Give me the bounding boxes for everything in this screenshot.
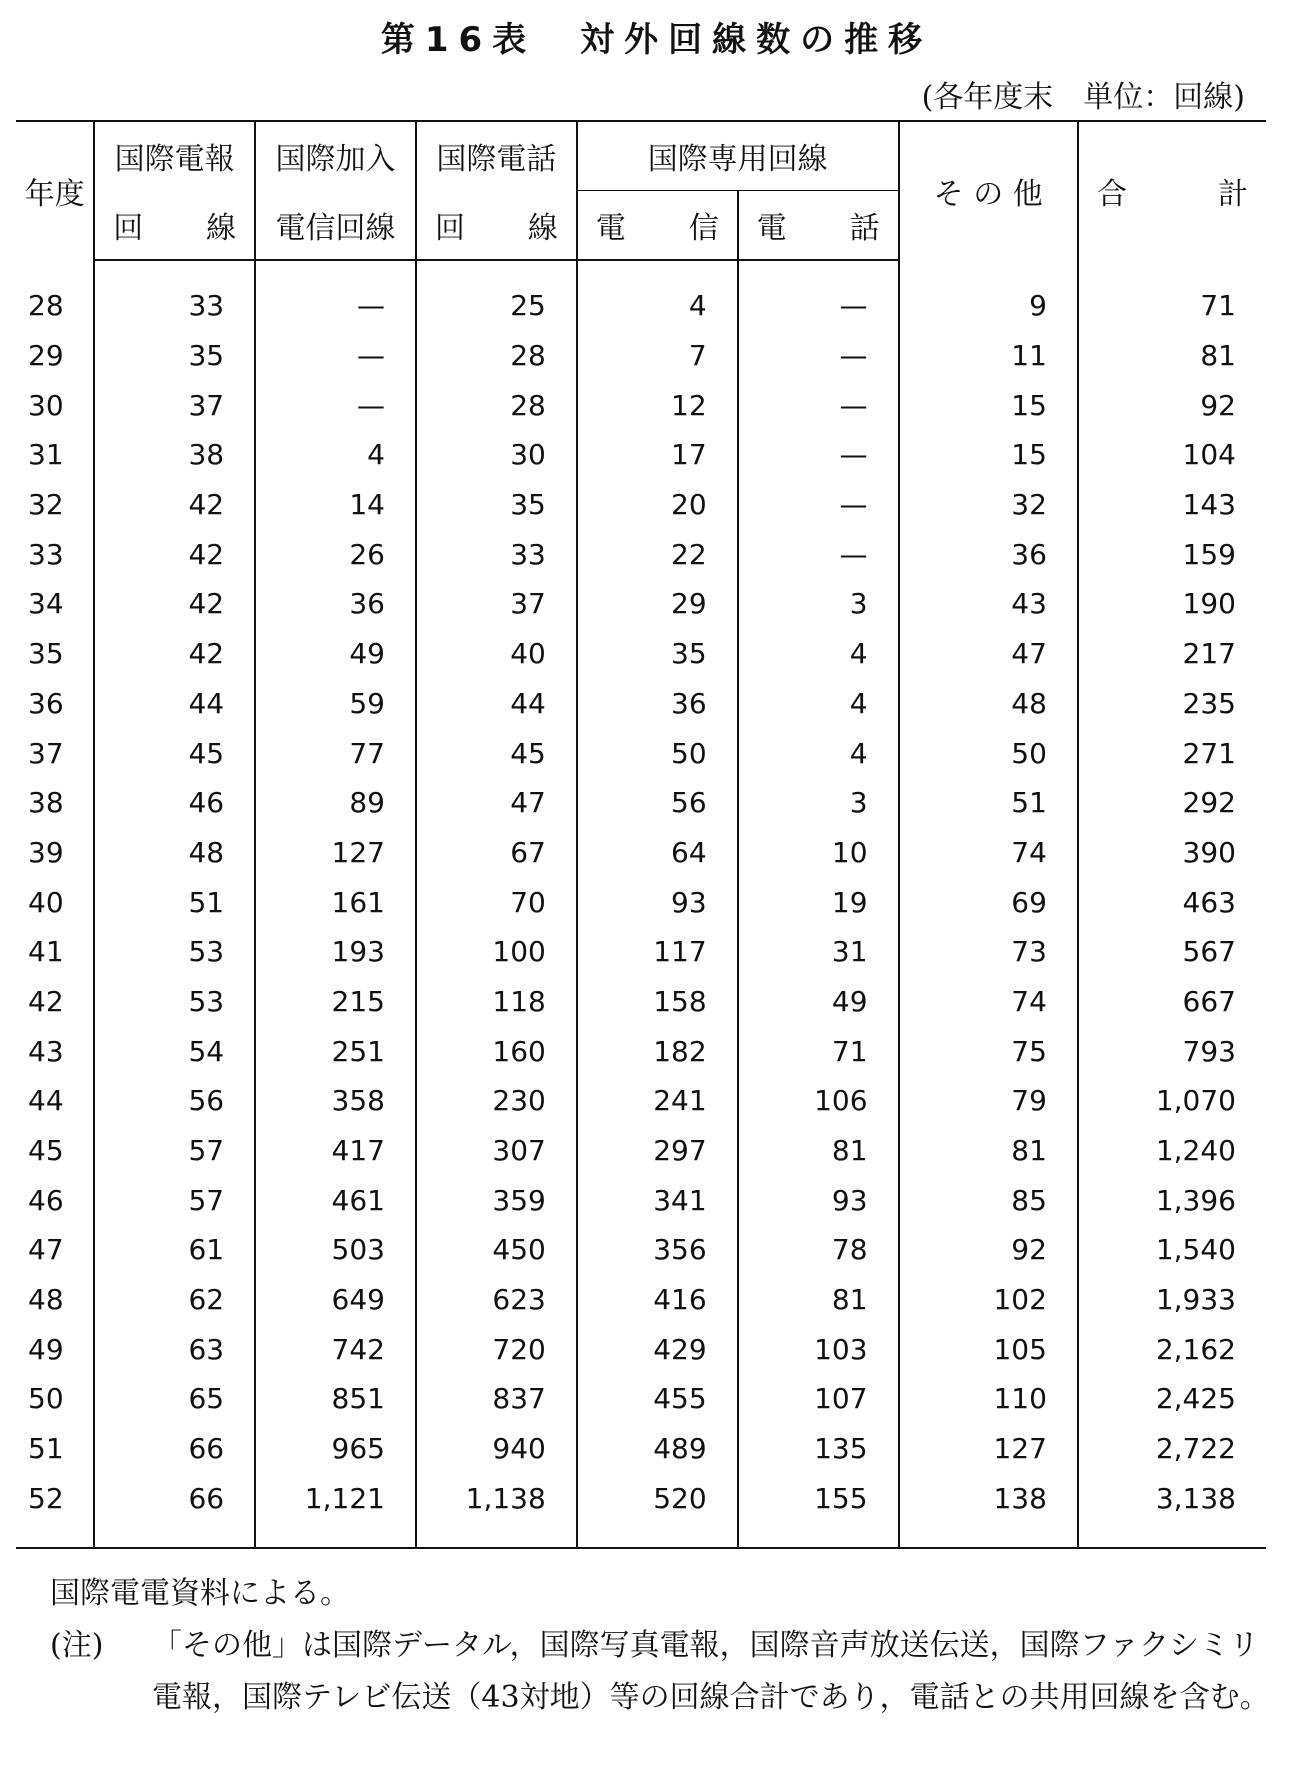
value-cell: 520	[577, 1474, 738, 1524]
value-cell: 42	[94, 629, 255, 679]
value-cell: 28	[416, 331, 577, 381]
value-cell: 217	[1078, 629, 1266, 679]
value-cell: 4	[738, 728, 899, 778]
header-telegraph: 電 信	[577, 191, 738, 261]
value-cell: 307	[416, 1126, 577, 1176]
value-cell: —	[738, 430, 899, 480]
value-cell: 81	[1078, 331, 1266, 381]
value-cell: 89	[255, 778, 416, 828]
year-cell: 32	[16, 480, 94, 530]
value-cell: 965	[255, 1424, 416, 1474]
notes-section	[50, 1568, 1270, 1724]
table-row	[16, 679, 1266, 729]
value-cell: 81	[738, 1126, 899, 1176]
value-cell: 37	[416, 579, 577, 629]
value-cell: 31	[738, 927, 899, 977]
value-cell: 455	[577, 1374, 738, 1424]
value-cell: 19	[738, 877, 899, 927]
value-cell: 36	[577, 679, 738, 729]
value-cell: 159	[1078, 529, 1266, 579]
value-cell: 47	[899, 629, 1078, 679]
value-cell: 15	[899, 380, 1078, 430]
year-cell: 33	[16, 529, 94, 579]
value-cell: 30	[416, 430, 577, 480]
value-cell: 50	[577, 728, 738, 778]
value-cell: 53	[94, 927, 255, 977]
table-row	[16, 828, 1266, 878]
value-cell: 649	[255, 1275, 416, 1325]
value-cell: 161	[255, 877, 416, 927]
value-cell: 42	[94, 529, 255, 579]
value-cell: 37	[94, 380, 255, 430]
value-cell: 182	[577, 1026, 738, 1076]
value-cell: 57	[94, 1175, 255, 1225]
value-cell: 104	[1078, 430, 1266, 480]
value-cell: 292	[1078, 778, 1266, 828]
year-cell: 28	[16, 281, 94, 331]
value-cell: 461	[255, 1175, 416, 1225]
value-cell: 720	[416, 1324, 577, 1374]
value-cell: 57	[94, 1126, 255, 1176]
year-cell: 38	[16, 778, 94, 828]
value-cell: 271	[1078, 728, 1266, 778]
value-cell: 940	[416, 1424, 577, 1474]
value-cell: 450	[416, 1225, 577, 1275]
value-cell: 230	[416, 1076, 577, 1126]
value-cell: 103	[738, 1324, 899, 1374]
header-col2-top: 国際加入	[255, 121, 416, 191]
table-row	[16, 281, 1266, 331]
table-row	[16, 1225, 1266, 1275]
value-cell: 33	[416, 529, 577, 579]
table-row	[16, 927, 1266, 977]
value-cell: 65	[94, 1374, 255, 1424]
table-row	[16, 331, 1266, 381]
table-row	[16, 579, 1266, 629]
value-cell: 3	[738, 778, 899, 828]
table-row	[16, 380, 1266, 430]
year-cell: 47	[16, 1225, 94, 1275]
value-cell: 59	[255, 679, 416, 729]
value-cell: 356	[577, 1225, 738, 1275]
table-row	[16, 1126, 1266, 1176]
value-cell: 851	[255, 1374, 416, 1424]
value-cell: 36	[255, 579, 416, 629]
value-cell: 215	[255, 977, 416, 1027]
value-cell: 77	[255, 728, 416, 778]
value-cell: —	[738, 331, 899, 381]
table-row	[16, 1175, 1266, 1225]
value-cell: 158	[577, 977, 738, 1027]
value-cell: 74	[899, 977, 1078, 1027]
value-cell: 160	[416, 1026, 577, 1076]
table-row	[16, 629, 1266, 679]
value-cell: 81	[738, 1275, 899, 1325]
value-cell: 341	[577, 1175, 738, 1225]
value-cell: 40	[416, 629, 577, 679]
value-cell: 45	[416, 728, 577, 778]
value-cell: 43	[899, 579, 1078, 629]
year-cell: 52	[16, 1474, 94, 1524]
value-cell: 46	[94, 778, 255, 828]
table-row	[16, 529, 1266, 579]
value-cell: 35	[416, 480, 577, 530]
value-cell: 70	[416, 877, 577, 927]
value-cell: 190	[1078, 579, 1266, 629]
value-cell: 127	[255, 828, 416, 878]
value-cell: 51	[94, 877, 255, 927]
value-cell: 14	[255, 480, 416, 530]
table-row	[16, 1374, 1266, 1424]
value-cell: 66	[94, 1474, 255, 1524]
value-cell: 49	[255, 629, 416, 679]
table-row	[16, 1424, 1266, 1474]
value-cell: 15	[899, 430, 1078, 480]
footnote-text: 「その他」は国際データル，国際写真電報，国際音声放送伝送，国際ファクシミリ電報，国際テレビ伝送（43対地）等の回線合計であり，電話との共用回線を含む。	[152, 1628, 1270, 1715]
value-cell: 1,396	[1078, 1175, 1266, 1225]
header-col3-bottom: 回 線	[416, 191, 577, 261]
year-cell: 30	[16, 380, 94, 430]
value-cell: 7	[577, 331, 738, 381]
value-cell: 22	[577, 529, 738, 579]
value-cell: 429	[577, 1324, 738, 1374]
value-cell: 359	[416, 1175, 577, 1225]
value-cell: 62	[94, 1275, 255, 1325]
value-cell: 110	[899, 1374, 1078, 1424]
value-cell: 93	[738, 1175, 899, 1225]
value-cell: 67	[416, 828, 577, 878]
value-cell: —	[255, 281, 416, 331]
value-cell: 35	[577, 629, 738, 679]
value-cell: 53	[94, 977, 255, 1027]
year-cell: 34	[16, 579, 94, 629]
value-cell: 61	[94, 1225, 255, 1275]
value-cell: 235	[1078, 679, 1266, 729]
header-col3-top: 国際電話	[416, 121, 577, 191]
table-row	[16, 430, 1266, 480]
value-cell: 143	[1078, 480, 1266, 530]
table-row	[16, 480, 1266, 530]
value-cell: 71	[1078, 281, 1266, 331]
value-cell: 2,162	[1078, 1324, 1266, 1374]
value-cell: 127	[899, 1424, 1078, 1474]
value-cell: 63	[94, 1324, 255, 1374]
year-cell: 51	[16, 1424, 94, 1474]
year-cell: 40	[16, 877, 94, 927]
value-cell: 44	[416, 679, 577, 729]
value-cell: 106	[738, 1076, 899, 1126]
year-cell: 36	[16, 679, 94, 729]
value-cell: 9	[899, 281, 1078, 331]
value-cell: 66	[94, 1424, 255, 1474]
value-cell: 4	[738, 629, 899, 679]
value-cell: 2,722	[1078, 1424, 1266, 1474]
value-cell: 44	[94, 679, 255, 729]
value-cell: 11	[899, 331, 1078, 381]
value-cell: 38	[94, 430, 255, 480]
value-cell: 251	[255, 1026, 416, 1076]
value-cell: 416	[577, 1275, 738, 1325]
value-cell: 20	[577, 480, 738, 530]
year-cell: 41	[16, 927, 94, 977]
value-cell: 56	[94, 1076, 255, 1126]
header-col1-top: 国際電報	[94, 121, 255, 191]
year-cell: 42	[16, 977, 94, 1027]
value-cell: 1,240	[1078, 1126, 1266, 1176]
year-cell: 45	[16, 1126, 94, 1176]
value-cell: 36	[899, 529, 1078, 579]
table-row	[16, 1275, 1266, 1325]
header-dedicated-group: 国際専用回線	[577, 121, 899, 191]
value-cell: —	[738, 480, 899, 530]
year-cell: 37	[16, 728, 94, 778]
value-cell: 1,121	[255, 1474, 416, 1524]
value-cell: 42	[94, 480, 255, 530]
value-cell: 667	[1078, 977, 1266, 1027]
value-cell: 793	[1078, 1026, 1266, 1076]
value-cell: 4	[577, 281, 738, 331]
table-title: 第16表 対外回線数の推移	[380, 20, 933, 60]
value-cell: 45	[94, 728, 255, 778]
value-cell: 12	[577, 380, 738, 430]
table-row	[16, 1474, 1266, 1524]
year-cell: 35	[16, 629, 94, 679]
footnote-label: (注)	[50, 1628, 104, 1663]
table-end-spacer	[16, 1523, 1266, 1548]
value-cell: 35	[94, 331, 255, 381]
value-cell: 85	[899, 1175, 1078, 1225]
value-cell: 74	[899, 828, 1078, 878]
value-cell: 358	[255, 1076, 416, 1126]
value-cell: 489	[577, 1424, 738, 1474]
value-cell: 105	[899, 1324, 1078, 1374]
source-note: 国際電電資料による。	[50, 1576, 350, 1611]
header-col1-bottom: 回 線	[94, 191, 255, 261]
value-cell: 93	[577, 877, 738, 927]
value-cell: 463	[1078, 877, 1266, 927]
value-cell: 241	[577, 1076, 738, 1126]
table-body	[16, 260, 1266, 1548]
value-cell: 1,540	[1078, 1225, 1266, 1275]
year-cell: 43	[16, 1026, 94, 1076]
value-cell: 503	[255, 1225, 416, 1275]
value-cell: 32	[899, 480, 1078, 530]
value-cell: 78	[738, 1225, 899, 1275]
value-cell: 742	[255, 1324, 416, 1374]
table-row	[16, 977, 1266, 1027]
value-cell: 3	[738, 579, 899, 629]
value-cell: 71	[738, 1026, 899, 1076]
header-year: 年度	[16, 121, 94, 260]
value-cell: 390	[1078, 828, 1266, 878]
header-other: そ の 他	[899, 121, 1078, 260]
table-row	[16, 877, 1266, 927]
value-cell: 623	[416, 1275, 577, 1325]
year-cell: 46	[16, 1175, 94, 1225]
value-cell: 25	[416, 281, 577, 331]
value-cell: 102	[899, 1275, 1078, 1325]
value-cell: —	[255, 380, 416, 430]
value-cell: 4	[255, 430, 416, 480]
value-cell: 75	[899, 1026, 1078, 1076]
value-cell: —	[738, 281, 899, 331]
year-cell: 50	[16, 1374, 94, 1424]
table-row	[16, 1324, 1266, 1374]
table-row	[16, 778, 1266, 828]
year-cell: 49	[16, 1324, 94, 1374]
value-cell: 4	[738, 679, 899, 729]
value-cell: 26	[255, 529, 416, 579]
value-cell: 48	[899, 679, 1078, 729]
value-cell: 118	[416, 977, 577, 1027]
value-cell: 33	[94, 281, 255, 331]
value-cell: 135	[738, 1424, 899, 1474]
table-row	[16, 728, 1266, 778]
table-row	[16, 1076, 1266, 1126]
header-telephone: 電 話	[738, 191, 899, 261]
value-cell: 3,138	[1078, 1474, 1266, 1524]
value-cell: 73	[899, 927, 1078, 977]
value-cell: 49	[738, 977, 899, 1027]
value-cell: 837	[416, 1374, 577, 1424]
value-cell: 567	[1078, 927, 1266, 977]
value-cell: 297	[577, 1126, 738, 1176]
value-cell: 28	[416, 380, 577, 430]
value-cell: 47	[416, 778, 577, 828]
table-row	[16, 1026, 1266, 1076]
value-cell: 138	[899, 1474, 1078, 1524]
header-total: 合 計	[1078, 121, 1266, 260]
year-cell: 48	[16, 1275, 94, 1325]
value-cell: 81	[899, 1126, 1078, 1176]
footnote	[50, 1620, 1270, 1724]
value-cell: 155	[738, 1474, 899, 1524]
value-cell: 54	[94, 1026, 255, 1076]
value-cell: 2,425	[1078, 1374, 1266, 1424]
value-cell: 48	[94, 828, 255, 878]
year-cell: 31	[16, 430, 94, 480]
value-cell: 107	[738, 1374, 899, 1424]
value-cell: 42	[94, 579, 255, 629]
value-cell: 100	[416, 927, 577, 977]
value-cell: 10	[738, 828, 899, 878]
value-cell: 1,138	[416, 1474, 577, 1524]
value-cell: 1,070	[1078, 1076, 1266, 1126]
header-col2-bottom: 電信回線	[255, 191, 416, 261]
value-cell: 56	[577, 778, 738, 828]
value-cell: 417	[255, 1126, 416, 1176]
year-cell: 29	[16, 331, 94, 381]
year-cell: 39	[16, 828, 94, 878]
value-cell: —	[255, 331, 416, 381]
value-cell: 64	[577, 828, 738, 878]
value-cell: 51	[899, 778, 1078, 828]
value-cell: 193	[255, 927, 416, 977]
value-cell: 117	[577, 927, 738, 977]
value-cell: 69	[899, 877, 1078, 927]
value-cell: 79	[899, 1076, 1078, 1126]
value-cell: 92	[1078, 380, 1266, 430]
value-cell: 1,933	[1078, 1275, 1266, 1325]
value-cell: 17	[577, 430, 738, 480]
value-cell: 92	[899, 1225, 1078, 1275]
value-cell: —	[738, 529, 899, 579]
value-cell: 29	[577, 579, 738, 629]
year-cell: 44	[16, 1076, 94, 1126]
circuits-table	[16, 120, 1266, 1549]
unit-note: (各年度末 単位：回線)	[921, 80, 1245, 115]
value-cell: —	[738, 380, 899, 430]
value-cell: 50	[899, 728, 1078, 778]
